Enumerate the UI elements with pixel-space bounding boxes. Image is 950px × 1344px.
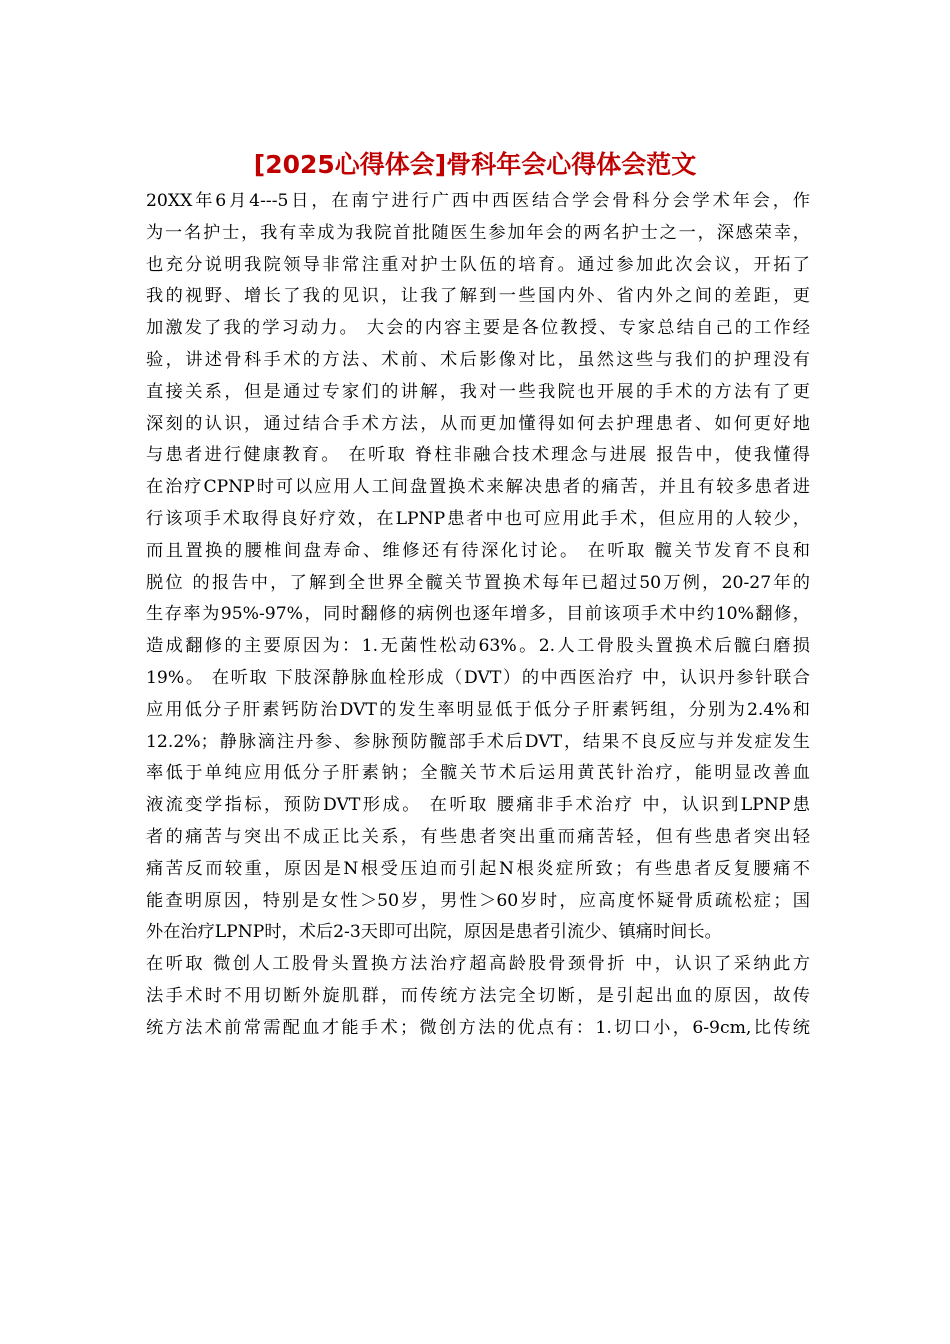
body-line: 加激发了我的学习动力。 大会的内容主要是各位教授、专家总结自己的工作经 [146,318,810,339]
body-line: 为一名护士，我有幸成为我院首批随医生参加年会的两名护士之一，深感荣幸， [146,222,810,243]
body-line: 深刻的认识，通过结合手术方法，从而更加懂得如何去护理患者、如何更好地 [146,413,810,434]
body-line: 能查明原因，特别是女性＞50岁，男性＞60岁时，应高度怀疑骨质疏松症；国 [146,890,810,911]
body-line: 统方法术前常需配血才能手术；微创方法的优点有：1.切口小，6-9cm,比传统 [146,1017,810,1038]
document-body [146,186,810,1045]
body-line: 也充分说明我院领导非常注重对护士队伍的培育。通过参加此次会议，开拓了 [146,254,810,275]
body-line: 在听取 微创人工股骨头置换方法治疗超高龄股骨颈骨折 中，认识了采纳此方 [146,954,810,975]
body-line: 我的视野、增长了我的见识，让我了解到一些国内外、省内外之间的差距，更 [146,286,810,307]
body-line: 脱位 的报告中，了解到全世界全髋关节置换术每年已超过50万例，20-27年的 [146,572,810,593]
body-line: 法手术时不用切断外旋肌群，而传统方法完全切断，是引起出血的原因，故传 [146,985,810,1006]
body-line: 12.2%；静脉滴注丹参、参脉预防髋部手术后DVT，结果不良反应与并发症发生 [146,731,810,752]
body-line: 痛苦反而较重，原因是N根受压迫而引起N根炎症所致；有些患者反复腰痛不 [146,858,810,879]
body-line: 应用低分子肝素钙防治DVT的发生率明显低于低分子肝素钙组，分别为2.4%和 [146,699,810,720]
body-line: 造成翻修的主要原因为：1.无菌性松动63%。2.人工骨股头置换术后髋臼磨损 [146,636,810,657]
body-line: 与患者进行健康教育。 在听取 脊柱非融合技术理念与进展 报告中，使我懂得 [146,445,810,466]
body-line: 率低于单纯应用低分子肝素钠；全髋关节术后运用黄芪针治疗，能明显改善血 [146,763,810,784]
body-line: 行该项手术取得良好疗效，在LPNP患者中也可应用此手术，但应用的人较少， [146,508,810,529]
body-line: 20XX年6月4---5日，在南宁进行广西中西医结合学会骨科分会学术年会，作 [146,191,810,211]
body-line: 液流变学指标，预防DVT形成。 在听取 腰痛非手术治疗 中，认识到LPNP患 [146,795,810,816]
body-line: 直接关系，但是通过专家们的讲解，我对一些我院也开展的手术的方法有了更 [146,381,810,402]
body-line: 生存率为95%-97%，同时翻修的病例也逐年增多，目前该项手术中约10%翻修， [146,604,810,625]
body-line: 外在治疗LPNP时，术后2-3天即可出院，原因是患者引流少、镇痛时间长。 [146,922,722,943]
body-line: 而且置换的腰椎间盘寿命、维修还有待深化讨论。 在听取 髋关节发育不良和 [146,540,810,561]
document-title: [2025心得体会]骨科年会心得体会范文 [253,150,697,179]
body-line: 验，讲述骨科手术的方法、术前、术后影像对比，虽然这些与我们的护理没有 [146,349,810,370]
body-line: 者的痛苦与突出不成正比关系，有些患者突出重而痛苦轻，但有些患者突出轻 [146,826,810,847]
body-line: 19%。 在听取 下肢深静脉血栓形成（DVT）的中西医治疗 中，认识丹参针联合 [146,667,810,688]
body-line: 在治疗CPNP时可以应用人工间盘置换术来解决患者的痛苦，并且有较多患者进 [146,477,810,498]
